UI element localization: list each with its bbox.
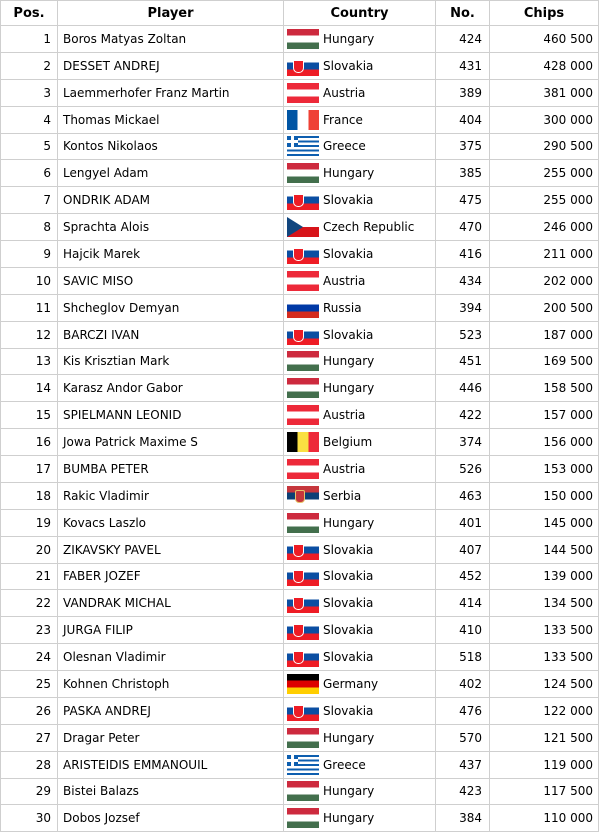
country-name: Slovakia (323, 650, 374, 665)
chip-count-cell: 211 000 (490, 241, 599, 268)
chip-count-cell: 169 500 (490, 348, 599, 375)
chip-count-cell: 246 000 (490, 214, 599, 241)
player-number-cell: 475 (436, 187, 490, 214)
chip-count-cell: 157 000 (490, 402, 599, 429)
country-cell (284, 26, 436, 53)
country-cell (284, 402, 436, 429)
player-number-cell: 410 (436, 617, 490, 644)
austria-flag-icon (287, 271, 319, 291)
chip-count-cell: 117 500 (490, 778, 599, 805)
country-name: Hungary (323, 354, 375, 369)
player-number-cell: 414 (436, 590, 490, 617)
table-row (1, 805, 599, 832)
country-cell (284, 590, 436, 617)
country-cell (284, 241, 436, 268)
table-row (1, 590, 599, 617)
chip-count-cell: 200 500 (490, 294, 599, 321)
slovakia-flag-icon (287, 647, 319, 667)
table-row (1, 267, 599, 294)
position-cell: 12 (1, 321, 58, 348)
table-row (1, 644, 599, 671)
column-header-player: Player (58, 1, 284, 26)
slovakia-flag-icon (287, 325, 319, 345)
country-name: Slovakia (323, 569, 374, 584)
country-name: Hungary (323, 811, 375, 826)
country-cell (284, 214, 436, 241)
table-row (1, 26, 599, 53)
player-name-cell: Kovacs Laszlo (58, 509, 284, 536)
player-name-cell: Kohnen Christoph (58, 671, 284, 698)
player-number-cell: 416 (436, 241, 490, 268)
table-row (1, 52, 599, 79)
austria-flag-icon (287, 459, 319, 479)
country-cell (284, 563, 436, 590)
czech-flag-icon (287, 217, 319, 237)
table-row (1, 429, 599, 456)
table-row (1, 214, 599, 241)
player-number-cell: 422 (436, 402, 490, 429)
column-header-no: No. (436, 1, 490, 26)
column-header-pos: Pos. (1, 1, 58, 26)
country-name: Slovakia (323, 193, 374, 208)
player-number-cell: 523 (436, 321, 490, 348)
table-row (1, 133, 599, 160)
country-cell (284, 106, 436, 133)
position-cell: 21 (1, 563, 58, 590)
player-name-cell: FABER JOZEF (58, 563, 284, 590)
player-name-cell: Dobos Jozsef (58, 805, 284, 832)
player-name-cell: Kis Krisztian Mark (58, 348, 284, 375)
table-row (1, 241, 599, 268)
player-number-cell: 402 (436, 671, 490, 698)
table-header-row (1, 1, 599, 26)
player-number-cell: 424 (436, 26, 490, 53)
table-row (1, 79, 599, 106)
table-body (1, 26, 599, 832)
austria-flag-icon (287, 405, 319, 425)
player-name-cell: Thomas Mickael (58, 106, 284, 133)
position-cell: 24 (1, 644, 58, 671)
table-row (1, 482, 599, 509)
country-name: Hungary (323, 730, 375, 745)
table-row (1, 536, 599, 563)
position-cell: 10 (1, 267, 58, 294)
column-header-chips: Chips (490, 1, 599, 26)
slovakia-flag-icon (287, 56, 319, 76)
country-name: Germany (323, 676, 379, 691)
player-name-cell: Rakic Vladimir (58, 482, 284, 509)
position-cell: 8 (1, 214, 58, 241)
chip-count-cell: 121 500 (490, 724, 599, 751)
position-cell: 22 (1, 590, 58, 617)
position-cell: 25 (1, 671, 58, 698)
greece-flag-icon (287, 755, 319, 775)
table-row (1, 348, 599, 375)
table-row (1, 751, 599, 778)
position-cell: 5 (1, 133, 58, 160)
hungary-flag-icon (287, 378, 319, 398)
chip-count-cell: 139 000 (490, 563, 599, 590)
country-cell (284, 321, 436, 348)
chip-count-cell: 134 500 (490, 590, 599, 617)
hungary-flag-icon (287, 513, 319, 533)
chip-count-cell: 153 000 (490, 456, 599, 483)
chip-count-cell: 133 500 (490, 617, 599, 644)
hungary-flag-icon (287, 351, 319, 371)
table-row (1, 671, 599, 698)
hungary-flag-icon (287, 29, 319, 49)
position-cell: 7 (1, 187, 58, 214)
position-cell: 9 (1, 241, 58, 268)
position-cell: 14 (1, 375, 58, 402)
country-name: Slovakia (323, 246, 374, 261)
chip-count-cell: 145 000 (490, 509, 599, 536)
position-cell: 30 (1, 805, 58, 832)
table-row (1, 294, 599, 321)
player-number-cell: 385 (436, 160, 490, 187)
player-number-cell: 404 (436, 106, 490, 133)
chip-count-cell: 124 500 (490, 671, 599, 698)
player-number-cell: 463 (436, 482, 490, 509)
country-name: Slovakia (323, 596, 374, 611)
position-cell: 4 (1, 106, 58, 133)
serbia-flag-icon (287, 486, 319, 506)
player-name-cell: ONDRIK ADAM (58, 187, 284, 214)
position-cell: 6 (1, 160, 58, 187)
country-cell (284, 52, 436, 79)
chip-count-cell: 255 000 (490, 160, 599, 187)
player-name-cell: Jowa Patrick Maxime S (58, 429, 284, 456)
position-cell: 29 (1, 778, 58, 805)
country-cell (284, 509, 436, 536)
player-number-cell: 518 (436, 644, 490, 671)
country-name: Slovakia (323, 623, 374, 638)
hungary-flag-icon (287, 163, 319, 183)
chip-count-cell: 133 500 (490, 644, 599, 671)
chip-count-cell: 187 000 (490, 321, 599, 348)
chip-count-cell: 110 000 (490, 805, 599, 832)
table-row (1, 160, 599, 187)
country-cell (284, 294, 436, 321)
chip-count-cell: 144 500 (490, 536, 599, 563)
country-name: Austria (323, 408, 366, 423)
greece-flag-icon (287, 136, 319, 156)
player-name-cell: JURGA FILIP (58, 617, 284, 644)
slovakia-flag-icon (287, 701, 319, 721)
country-name: Slovakia (323, 703, 374, 718)
table-row (1, 563, 599, 590)
country-name: Austria (323, 85, 366, 100)
country-name: Serbia (323, 488, 362, 503)
france-flag-icon (287, 110, 319, 130)
player-name-cell: BARCZI IVAN (58, 321, 284, 348)
player-number-cell: 526 (436, 456, 490, 483)
country-cell (284, 160, 436, 187)
slovakia-flag-icon (287, 244, 319, 264)
position-cell: 28 (1, 751, 58, 778)
position-cell: 17 (1, 456, 58, 483)
country-cell (284, 536, 436, 563)
table-row (1, 321, 599, 348)
player-name-cell: SPIELMANN LEONID (58, 402, 284, 429)
player-name-cell: Hajcik Marek (58, 241, 284, 268)
country-name: Slovakia (323, 542, 374, 557)
player-name-cell: SAVIC MISO (58, 267, 284, 294)
position-cell: 18 (1, 482, 58, 509)
country-cell (284, 751, 436, 778)
country-cell (284, 778, 436, 805)
table-row (1, 617, 599, 644)
country-cell (284, 375, 436, 402)
player-number-cell: 389 (436, 79, 490, 106)
country-cell (284, 671, 436, 698)
hungary-flag-icon (287, 728, 319, 748)
player-name-cell: Karasz Andor Gabor (58, 375, 284, 402)
country-cell (284, 617, 436, 644)
country-name: Slovakia (323, 58, 374, 73)
country-name: Austria (323, 273, 366, 288)
player-name-cell: BUMBA PETER (58, 456, 284, 483)
chip-count-cell: 428 000 (490, 52, 599, 79)
player-name-cell: ARISTEIDIS EMMANOUIL (58, 751, 284, 778)
player-number-cell: 375 (436, 133, 490, 160)
position-cell: 27 (1, 724, 58, 751)
country-name: Czech Republic (323, 220, 415, 235)
country-cell (284, 724, 436, 751)
player-name-cell: Bistei Balazs (58, 778, 284, 805)
chip-count-cell: 460 500 (490, 26, 599, 53)
player-name-cell: PASKA ANDREJ (58, 697, 284, 724)
chip-count-cell: 255 000 (490, 187, 599, 214)
player-number-cell: 470 (436, 214, 490, 241)
country-name: France (323, 112, 363, 127)
table-row (1, 187, 599, 214)
country-name: Hungary (323, 515, 375, 530)
chip-count-cell: 381 000 (490, 79, 599, 106)
country-name: Greece (323, 139, 366, 154)
position-cell: 3 (1, 79, 58, 106)
country-name: Greece (323, 757, 366, 772)
player-number-cell: 452 (436, 563, 490, 590)
country-name: Hungary (323, 381, 375, 396)
country-name: Hungary (323, 784, 375, 799)
table-row (1, 402, 599, 429)
player-number-cell: 431 (436, 52, 490, 79)
player-name-cell: DESSET ANDREJ (58, 52, 284, 79)
table-row (1, 697, 599, 724)
belgium-flag-icon (287, 432, 319, 452)
player-name-cell: Laemmerhofer Franz Martin (58, 79, 284, 106)
table-row (1, 106, 599, 133)
player-number-cell: 401 (436, 509, 490, 536)
position-cell: 13 (1, 348, 58, 375)
position-cell: 26 (1, 697, 58, 724)
player-name-cell: Sprachta Alois (58, 214, 284, 241)
player-name-cell: VANDRAK MICHAL (58, 590, 284, 617)
country-cell (284, 187, 436, 214)
player-name-cell: Olesnan Vladimir (58, 644, 284, 671)
column-header-country: Country (284, 1, 436, 26)
chip-count-cell: 119 000 (490, 751, 599, 778)
player-number-cell: 446 (436, 375, 490, 402)
country-cell (284, 644, 436, 671)
player-name-cell: Boros Matyas Zoltan (58, 26, 284, 53)
chip-count-cell: 122 000 (490, 697, 599, 724)
germany-flag-icon (287, 674, 319, 694)
country-cell (284, 79, 436, 106)
table-row (1, 509, 599, 536)
position-cell: 15 (1, 402, 58, 429)
position-cell: 20 (1, 536, 58, 563)
slovakia-flag-icon (287, 620, 319, 640)
player-name-cell: Lengyel Adam (58, 160, 284, 187)
player-number-cell: 451 (436, 348, 490, 375)
player-number-cell: 476 (436, 697, 490, 724)
country-name: Slovakia (323, 327, 374, 342)
table-row (1, 778, 599, 805)
country-cell (284, 133, 436, 160)
player-number-cell: 407 (436, 536, 490, 563)
table-row (1, 375, 599, 402)
country-name: Austria (323, 461, 366, 476)
country-cell (284, 456, 436, 483)
country-cell (284, 267, 436, 294)
country-cell (284, 348, 436, 375)
country-cell (284, 482, 436, 509)
player-number-cell: 437 (436, 751, 490, 778)
position-cell: 2 (1, 52, 58, 79)
slovakia-flag-icon (287, 593, 319, 613)
player-number-cell: 384 (436, 805, 490, 832)
chip-count-cell: 202 000 (490, 267, 599, 294)
chip-count-cell: 300 000 (490, 106, 599, 133)
chip-count-cell: 290 500 (490, 133, 599, 160)
austria-flag-icon (287, 83, 319, 103)
table-row (1, 456, 599, 483)
slovakia-flag-icon (287, 540, 319, 560)
player-name-cell: ZIKAVSKY PAVEL (58, 536, 284, 563)
country-name: Hungary (323, 166, 375, 181)
hungary-flag-icon (287, 808, 319, 828)
player-number-cell: 374 (436, 429, 490, 456)
country-name: Russia (323, 300, 362, 315)
table-row (1, 724, 599, 751)
position-cell: 1 (1, 26, 58, 53)
country-name: Hungary (323, 31, 375, 46)
slovakia-flag-icon (287, 190, 319, 210)
position-cell: 23 (1, 617, 58, 644)
player-number-cell: 423 (436, 778, 490, 805)
position-cell: 11 (1, 294, 58, 321)
player-number-cell: 570 (436, 724, 490, 751)
player-name-cell: Kontos Nikolaos (58, 133, 284, 160)
player-number-cell: 434 (436, 267, 490, 294)
country-cell (284, 697, 436, 724)
position-cell: 19 (1, 509, 58, 536)
player-name-cell: Shcheglov Demyan (58, 294, 284, 321)
slovakia-flag-icon (287, 566, 319, 586)
country-cell (284, 429, 436, 456)
position-cell: 16 (1, 429, 58, 456)
player-name-cell: Dragar Peter (58, 724, 284, 751)
player-number-cell: 394 (436, 294, 490, 321)
chip-count-cell: 150 000 (490, 482, 599, 509)
chip-count-cell: 158 500 (490, 375, 599, 402)
hungary-flag-icon (287, 781, 319, 801)
chip-count-cell: 156 000 (490, 429, 599, 456)
russia-flag-icon (287, 298, 319, 318)
country-cell (284, 805, 436, 832)
country-name: Belgium (323, 435, 373, 450)
